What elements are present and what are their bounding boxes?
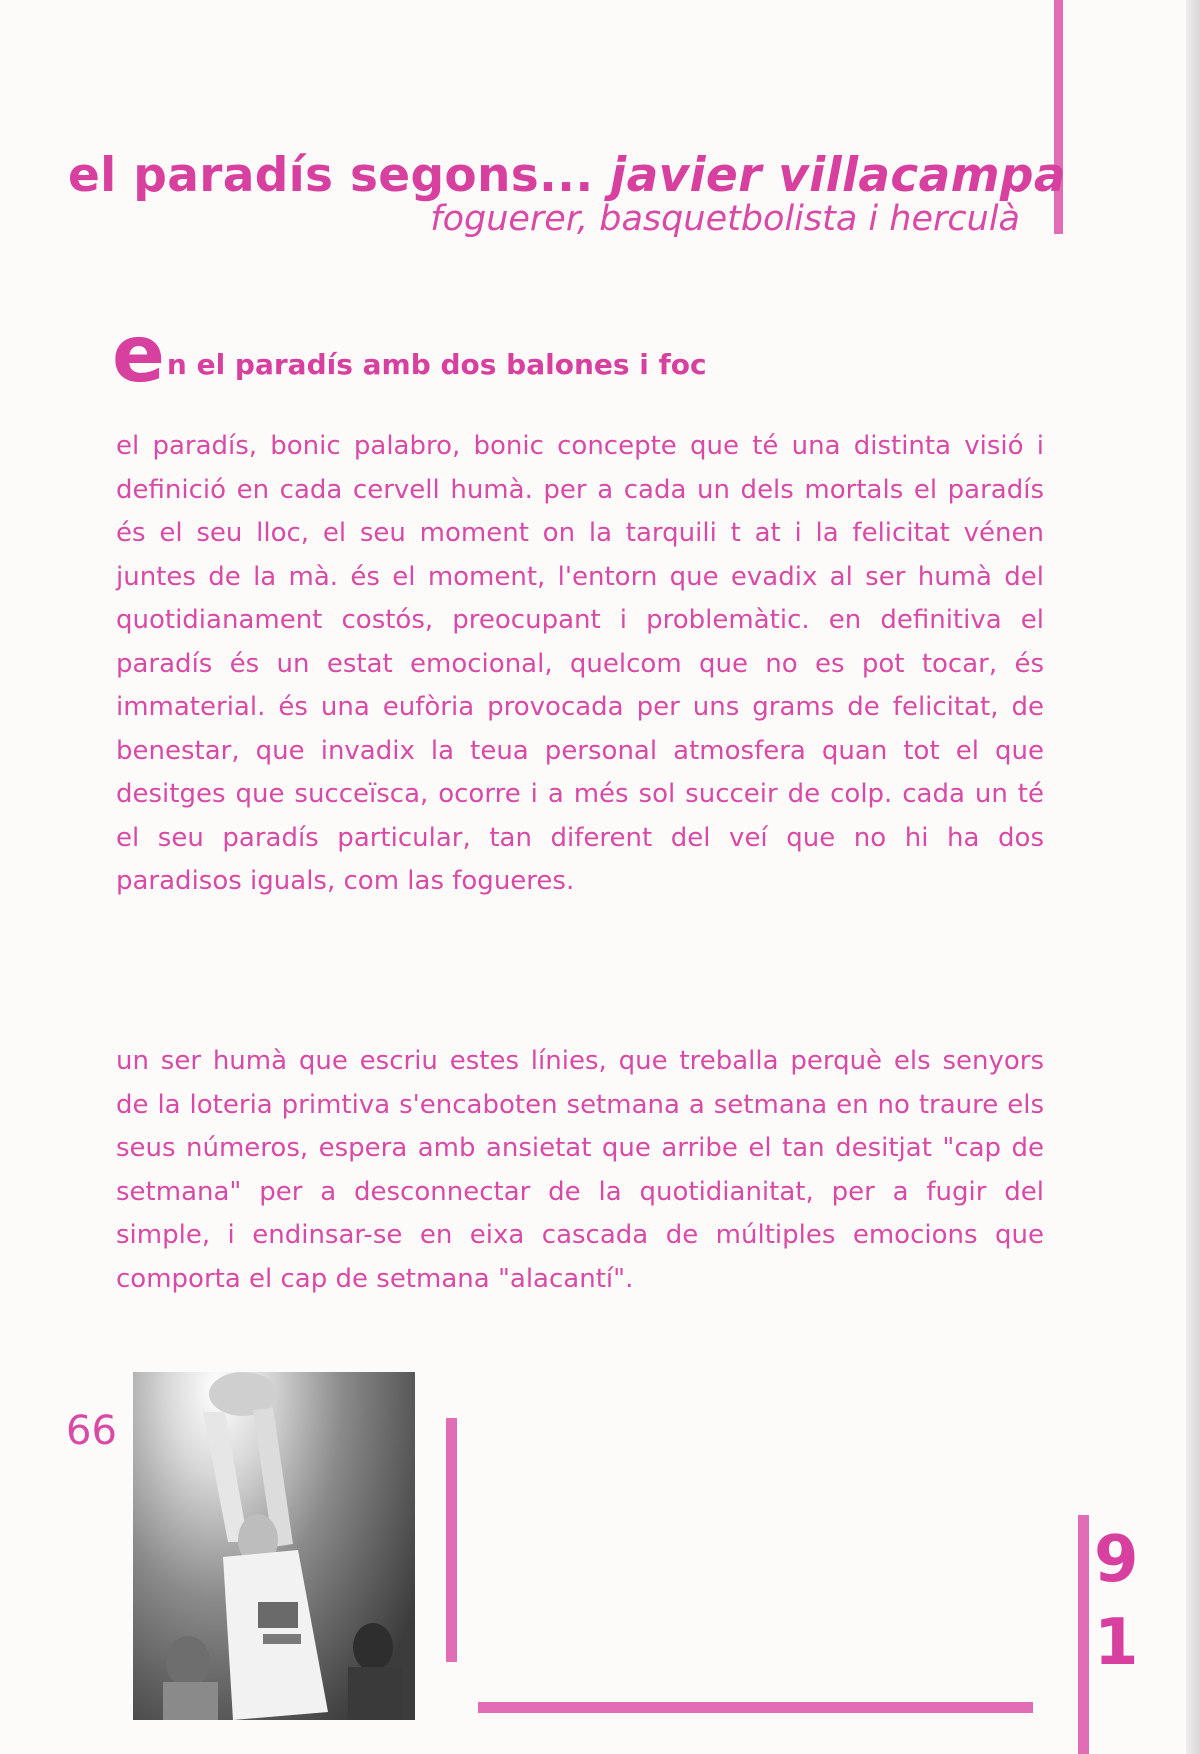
page-number: 66 (66, 1408, 117, 1454)
paragraph-text: un ser humà que escriu estes línies, que treballa perquè els senyors de la loteria primtiva s'encaboten setmana a setmana en no traure els seus números, espera amb ansietat que arribe el tan desitjat "cap de setmana" per a desconnectar de la quotidianitat, per a fugir del simple, i endinsar-se en eixa cascada de múltiples emocions que comporta el cap de setmana "alacantí". (116, 1046, 1044, 1294)
body-paragraph-2 (116, 1040, 1044, 1301)
page-edge (1186, 0, 1200, 1754)
chapter-digit-bottom: 1 (1094, 1606, 1139, 1680)
paragraph-text: el paradís, bonic palabro, bonic concepte que té una distinta visió i definició en cada cervell humà. per a cada un dels mortals el paradís és el seu lloc, el seu moment on la tarquili t at i la felicitat vénen juntes de la mà. és el moment, l'entorn que evadix al ser humà del quotidianament costós, preocupant i problemàtic. en definitiva el paradís és un estat emocional, quelcom que no es pot tocar, és immaterial. és una eufòria provocada per uns grams de felicitat, de benestar, que invadix la teua personal atmosfera quan tot el que desitges que succeïsca, ocorre i a més sol succeir de colp. cada un té el seu paradís particular, tan diferent del veí que no hi ha dos paradisos iguals, com las fogueres. (116, 431, 1044, 896)
section-heading (112, 310, 707, 400)
body-paragraph-1 (116, 425, 1044, 904)
chapter-digit-top: 9 (1094, 1523, 1139, 1597)
page-subtitle: foguerer, basquetbolista i herculà (430, 199, 1020, 239)
page-title (68, 148, 1066, 204)
title-prefix: el paradís segons... (68, 148, 611, 203)
basketball-photo (133, 1372, 415, 1720)
title-name: javier villacampa (610, 148, 1066, 203)
player-silhouette (133, 1372, 415, 1720)
bottom-horizontal-bar (478, 1702, 1033, 1713)
bottom-center-bar (446, 1418, 457, 1662)
bottom-right-bar (1078, 1515, 1089, 1754)
drop-cap: e (112, 310, 165, 400)
section-heading-text: n el paradís amb dos balones i foc (166, 348, 707, 381)
